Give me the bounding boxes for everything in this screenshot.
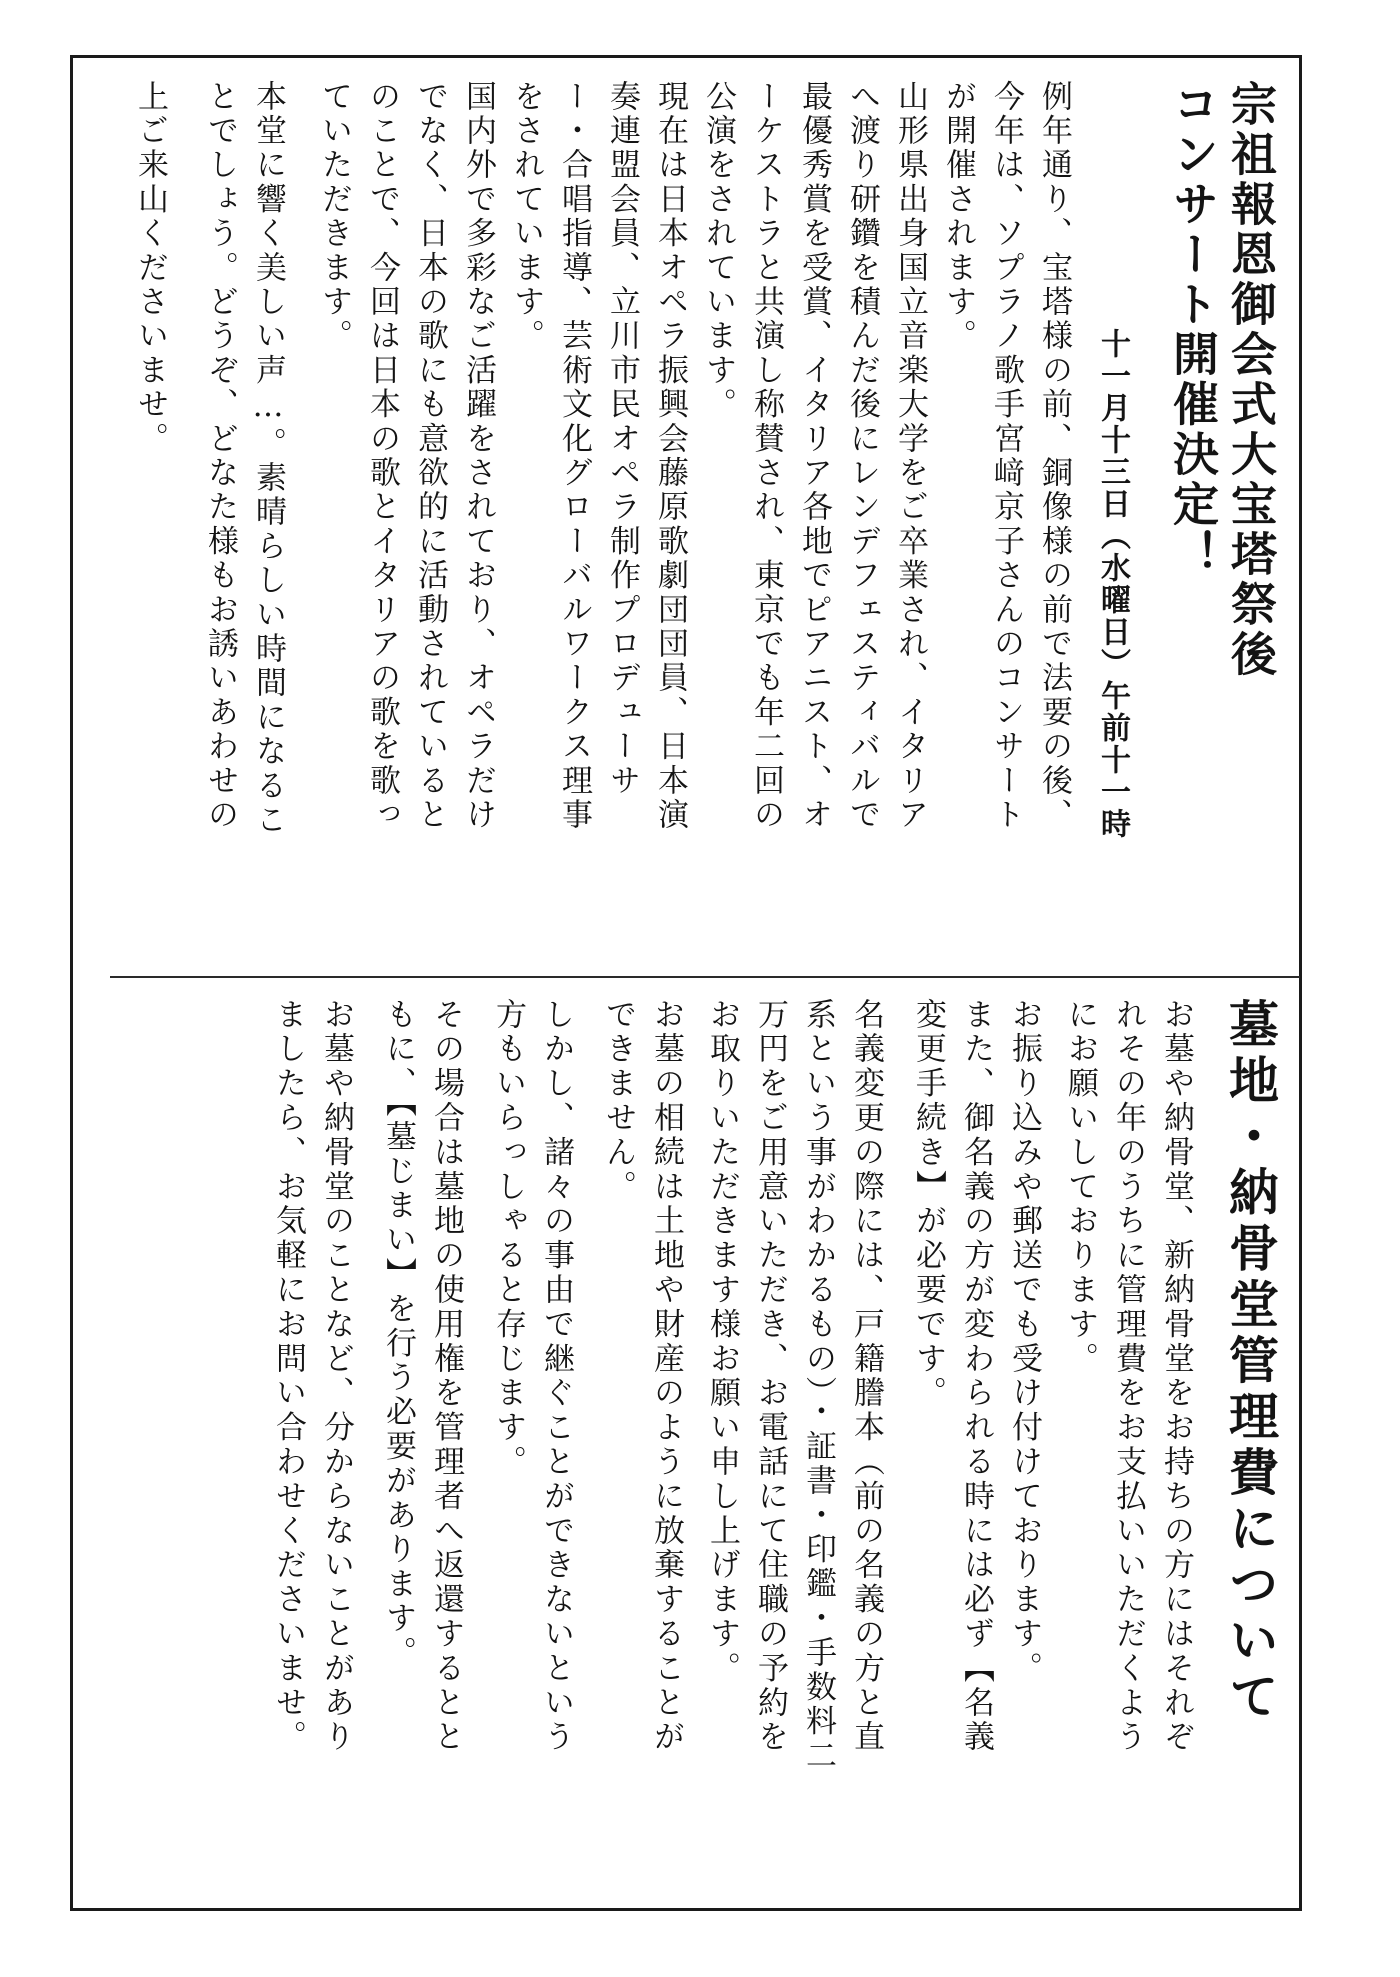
- fees-body-line: 変更手続き】が必要です。: [910, 998, 946, 1411]
- concert-section: [120, 80, 1290, 960]
- fees-body-line: できません。: [600, 998, 636, 1205]
- concert-body-line: 本堂に響く美しい声…。素晴らしい時間になるこ: [250, 80, 286, 838]
- fees-body-line: その場合は墓地の使用権を管理者へ返還するとと: [428, 998, 464, 1755]
- concert-body-line: とでしょう。どうぞ、どなた様もお誘いあわせの: [202, 80, 238, 833]
- concert-body-line: が開催されます。: [940, 80, 976, 354]
- concert-body-line: でなく、日本の歌にも意欲的に活動されていると: [412, 80, 448, 833]
- fees-body-line: お振り込みや郵送でも受け付けております。: [1006, 998, 1042, 1686]
- concert-body-line: ーケストラと共演し称賛され、東京でも年二回の: [748, 80, 784, 833]
- concert-heading-line-1: 宗祖報恩御会式大宝塔祭後: [1224, 80, 1278, 680]
- concert-date-line: 十一月十三日（水曜日）午前十一時: [1095, 328, 1130, 840]
- fees-body-line: お墓や納骨堂のことなど、分からないことがあり: [318, 998, 354, 1755]
- fees-body-line: お取りいただきます様お願い申し上げます。: [704, 998, 740, 1686]
- concert-body-line: のことで、今回は日本の歌とイタリアの歌を歌っ: [364, 80, 400, 833]
- concert-body-line: 最優秀賞を受賞、イタリア各地でピアニスト、オ: [796, 80, 832, 833]
- concert-body-line: 現在は日本オペラ振興会藤原歌劇団団員、日本演: [652, 80, 688, 833]
- fees-body-line: 系という事がわかるもの）・証書・印鑑・手数料二: [800, 998, 836, 1774]
- section-divider: [110, 976, 1300, 978]
- concert-body-line: 奏連盟会員、立川市民オペラ制作プロデューサ: [604, 80, 640, 799]
- fees-body-line: 方もいらっしゃると存じます。: [490, 998, 526, 1480]
- concert-body-line: ー・合唱指導、芸術文化グローバルワークス理事: [556, 80, 592, 833]
- fees-heading: 墓地・納骨堂管理費について: [1221, 998, 1280, 1726]
- concert-body-line: 公演をされています。: [700, 80, 736, 422]
- fees-body-line: 名義変更の際には、戸籍謄本（前の名義の方と直: [848, 998, 884, 1755]
- concert-body-line: ていただきます。: [316, 80, 352, 354]
- concert-body-line: へ渡り研鑽を積んだ後にレンデフェスティバルで: [844, 80, 880, 833]
- fees-body-line: お墓や納骨堂、新納骨堂をお持ちの方にはそれぞ: [1158, 998, 1194, 1755]
- fees-body-line: 万円をご用意いただき、お電話にて住職の予約を: [752, 998, 788, 1755]
- concert-body-line: 山形県出身国立音楽大学をご卒業され、イタリア: [892, 80, 928, 833]
- concert-body-line: をされています。: [508, 80, 544, 354]
- concert-body-line: 例年通り、宝塔様の前、銅像様の前で法要の後、: [1036, 80, 1072, 833]
- fees-body-line: お墓の相続は土地や財産のように放棄することが: [648, 998, 684, 1755]
- fees-body-line: また、御名義の方が変わられる時には必ず【名義: [958, 998, 994, 1755]
- concert-heading-line-2: コンサート開催決定！: [1166, 80, 1220, 580]
- fees-body-line: しかし、諸々の事由で継ぐことができないという: [538, 998, 574, 1755]
- fees-body-line: もに、【墓じまい】を行う必要があります。: [380, 998, 416, 1671]
- fees-body-line: れその年のうちに管理費をお支払いいただくよう: [1110, 998, 1146, 1755]
- concert-body-line: 上ご来山くださいませ。: [132, 80, 168, 457]
- fees-body-line: ましたら、お気軽にお問い合わせくださいませ。: [270, 998, 306, 1755]
- fees-body-line: にお願いしております。: [1062, 998, 1098, 1377]
- fees-section: [110, 998, 1290, 1888]
- concert-body-line: 今年は、ソプラノ歌手宮﨑京子さんのコンサート: [988, 80, 1024, 833]
- concert-body-line: 国内外で多彩なご活躍をされており、オペラだけ: [460, 80, 496, 833]
